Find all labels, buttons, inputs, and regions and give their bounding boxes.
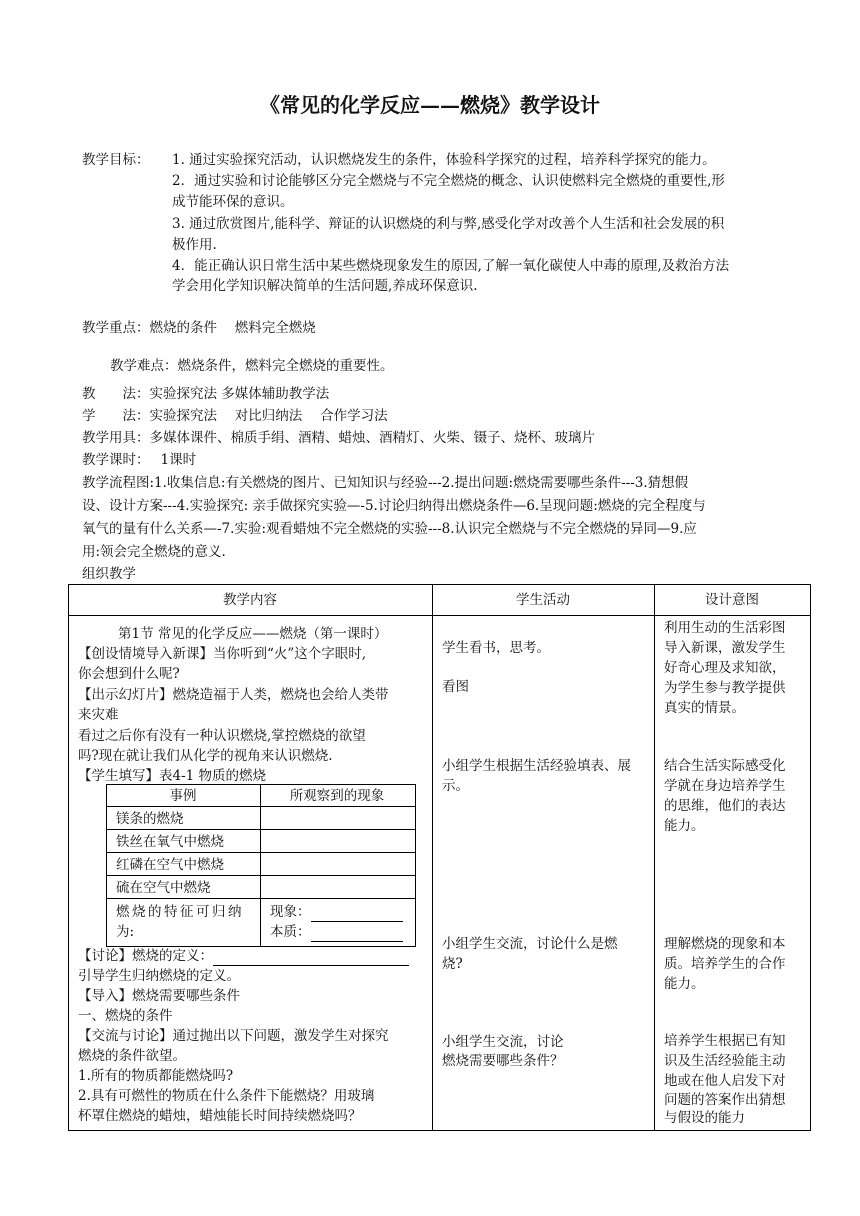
header-design-intent: 设计意图	[705, 592, 759, 608]
intent-text: 好奇心理及求知欲，	[664, 660, 786, 676]
teaching-tools: 教学用具：多媒体课件、棉质手绢、酒精、蜡烛、酒精灯、火柴、镊子、烧杯、玻璃片	[82, 430, 595, 446]
header-student-activity: 学生活动	[516, 592, 570, 608]
intent-text: 为学生参与教学提供	[664, 680, 786, 696]
phenomenon-blank	[311, 907, 403, 922]
teaching-method: 教 法：实验探究法 多媒体辅助教学法	[82, 386, 330, 402]
combustion-table-col-divider	[260, 784, 261, 946]
content-line: 【学生填写】表4-1 物质的燃烧	[78, 768, 267, 784]
inner-header-observation: 所观察到的现象	[289, 788, 385, 804]
content-line: 【导入】燃烧需要哪些条件	[78, 988, 240, 1004]
inner-row-example: 红磷在空气中燃烧	[116, 857, 224, 873]
inner-summary-label-line-2: 为:	[116, 924, 135, 940]
goal-2-line-2: 成节能环保的意识。	[172, 194, 294, 210]
page-title: 《常见的化学反应——燃烧》教学设计	[260, 93, 600, 117]
intent-text: 能力。	[664, 976, 705, 992]
combustion-table-row-divider	[106, 852, 415, 853]
intent-text: 与假设的能力	[664, 1110, 745, 1126]
intent-text: 结合生活实际感受化	[664, 758, 786, 774]
inner-row-example: 硫在空气中燃烧	[116, 880, 211, 896]
flow-line-2: 设、设计方案---4.实验探究: 亲手做探究实验—-5.讨论归纳得出燃烧条件—6.呈现问题:燃烧的完全程度与	[82, 498, 706, 514]
inner-summary-label-line-1: 燃烧的特征可归纳	[116, 904, 244, 920]
activity-text: 示。	[442, 778, 469, 794]
intent-text: 理解燃烧的现象和本	[664, 936, 786, 952]
table-header-divider	[68, 615, 810, 616]
content-line: 2.具有可燃性的物质在什么条件下能燃烧？用玻璃	[78, 1088, 375, 1104]
content-line: 【交流与讨论】通过抛出以下问题，激发学生对探究	[78, 1028, 389, 1044]
flow-line-1: 教学流程图:1.收集信息:有关燃烧的图片、已知知识与经验---2.提出问题:燃烧需要哪些条件---3.猜想假	[82, 475, 689, 491]
inner-row-example: 铁丝在氧气中燃烧	[116, 834, 224, 850]
content-line: 杯罩住燃烧的蜡烛，蜡烛能长时间持续燃烧吗？	[78, 1108, 362, 1124]
intent-text: 识及生活经验能主动	[664, 1053, 786, 1069]
essence-field	[270, 922, 403, 942]
key-points: 教学重点：燃烧的条件 燃料完全燃烧	[82, 320, 316, 336]
intent-text: 问题的答案作出猜想	[664, 1092, 786, 1108]
goals-label: 教学目标：	[82, 152, 150, 168]
organize-teaching: 组织教学	[82, 566, 136, 582]
activity-text: 烧?	[442, 956, 463, 972]
intent-text: 质。培养学生的合作	[664, 956, 786, 972]
essence-blank	[311, 927, 403, 942]
goal-1: 1. 通过实验探究活动，认识燃烧发生的条件，体验科学探究的过程，培养科学探究的能力。	[172, 152, 716, 168]
combustion-table-row-divider	[106, 806, 415, 807]
phenomenon-label: 现象：	[270, 904, 311, 920]
learning-method: 学 法：实验探究法 对比归纳法 合作学习法	[82, 408, 388, 424]
inner-row-example: 镁条的燃烧	[116, 811, 184, 827]
content-line: 1.所有的物质都能燃烧吗?	[78, 1068, 234, 1084]
header-content: 教学内容	[223, 592, 277, 608]
goal-2-line-1: 2．通过实验和讨论能够区分完全燃烧与不完全燃烧的概念、认识使燃料完全燃烧的重要性,形	[172, 173, 725, 189]
combustion-table-row-divider	[106, 829, 415, 830]
phenomenon-field	[270, 902, 403, 922]
class-hours: 教学课时： 1课时	[82, 452, 197, 468]
essence-label: 本质：	[270, 924, 311, 940]
inner-header-example: 事例	[169, 788, 197, 804]
difficulty: 教学难点：燃烧条件，燃料完全燃烧的重要性。	[110, 358, 394, 374]
flow-line-4: 用:领会完全燃烧的意义.	[82, 544, 226, 560]
activity-text: 燃烧需要哪些条件？	[442, 1053, 564, 1069]
combustion-table-row-divider	[106, 898, 415, 899]
content-line: 【出示幻灯片】燃烧造福于人类，燃烧也会给人类带	[78, 687, 389, 703]
content-line: 引导学生归纳燃烧的定义。	[78, 968, 240, 984]
activity-text: 学生看书，思考。	[442, 640, 550, 656]
content-line: 吗?现在就让我们从化学的视角来认识燃烧.	[78, 748, 333, 764]
intent-text: 的思维，他们的表达	[664, 798, 786, 814]
intent-text: 导入新课，激发学生	[664, 640, 786, 656]
content-line: 来灾难	[78, 707, 119, 723]
content-line: 【创设情境导入新课】当你听到“火”这个字眼时,	[78, 646, 367, 662]
discussion-label: 【讨论】燃烧的定义：	[78, 948, 213, 964]
lesson-heading: 第1节 常见的化学反应——燃烧（第一课时）	[118, 626, 388, 642]
activity-text: 小组学生交流，讨论什么是燃	[442, 936, 618, 952]
activity-text: 小组学生交流，讨论	[442, 1034, 564, 1050]
table-col-divider-2	[654, 584, 655, 1130]
flow-line-3: 氧气的量有什么关系—-7.实验:观看蜡烛不完全燃烧的实验---8.认识完全燃烧与不完全燃烧的异同—9.应	[82, 521, 697, 537]
activity-text: 看图	[442, 679, 469, 695]
definition-blank	[213, 951, 409, 966]
goal-4-line-1: 4．能正确认识日常生活中某些燃烧现象发生的原因,了解一氧化碳使人中毒的原理,及救治方法	[172, 258, 730, 274]
goal-4-line-2: 学会用化学知识解决简单的生活问题,养成环保意识.	[172, 278, 478, 294]
content-line: 看过之后你有没有一种认识燃烧,掌控燃烧的欲望	[78, 728, 366, 744]
activity-text: 小组学生根据生活经验填表、展	[442, 758, 631, 774]
combustion-table-row-divider	[106, 875, 415, 876]
content-line: 一、燃烧的条件	[78, 1008, 173, 1024]
content-line: 燃烧的条件欲望。	[78, 1048, 186, 1064]
intent-text: 能力。	[664, 818, 705, 834]
intent-text: 培养学生根据已有知	[664, 1033, 786, 1049]
intent-text: 利用生动的生活彩图	[664, 620, 786, 636]
content-line: 你会想到什么呢?	[78, 666, 180, 682]
table-col-divider-1	[432, 584, 433, 1130]
intent-text: 真实的情景。	[664, 700, 745, 716]
goal-3-line-1: 3. 通过欣赏图片,能科学、辩证的认识燃烧的利与弊,感受化学对改善个人生活和社会发展的积	[172, 216, 725, 232]
intent-text: 学就在身边培养学生	[664, 778, 786, 794]
definition-field	[78, 946, 409, 966]
intent-text: 地或在他人启发下对	[664, 1073, 786, 1089]
goal-3-line-2: 极作用.	[172, 237, 217, 253]
